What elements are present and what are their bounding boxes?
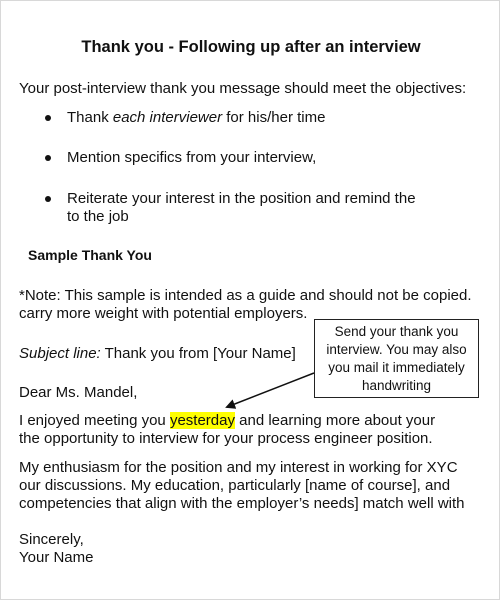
highlighted-word: yesterday [169,412,235,429]
paragraph-text: and learning more about your [234,412,436,429]
bullet-text: Thank [67,109,113,126]
bullet-item-reiterate-cont: to the job [67,208,129,225]
bullet-item-specifics: Mention specifics from your interview, [67,149,317,166]
salutation: Dear Ms. Mandel, [19,384,138,401]
paragraph-1-line-2: the opportunity to interview for your process engineer position. [19,430,433,447]
bullet-text: for his/her time [222,109,326,126]
signature: Your Name [19,549,94,566]
paragraph-text: I enjoyed meeting you [19,412,170,429]
subject-value: Thank you from [Your Name] [100,345,296,362]
intro-text: Your post-interview thank you message should meet the objectives: [19,80,467,97]
callout-line: you mail it immediately [328,360,465,375]
subject-label: Subject line: [19,345,101,362]
paragraph-2-line-2: our discussions. My education, particularly [name of course], and [19,477,451,494]
note-line-2: carry more weight with potential employers. [19,305,308,322]
bullet-emphasis: each interviewer [112,109,223,126]
paragraph-2-line-3: competencies that align with the employer’s needs] match well with [19,495,465,512]
page-title: Thank you - Following up after an interview [81,38,421,56]
note-line-1: *Note: This sample is intended as a guide and should not be copied. [19,287,472,304]
callout-line: Send your thank you [334,324,459,339]
closing: Sincerely, [19,531,84,548]
callout-arrow-icon [1,1,500,601]
bullet-item-reiterate: Reiterate your interest in the position and remind the [67,190,416,207]
callout-line: handwriting [361,378,432,393]
paragraph-2-line-1: My enthusiasm for the position and my interest in working for XYC [19,459,458,476]
callout-line: interview. You may also [326,342,467,357]
sample-heading: Sample Thank You [28,247,152,263]
